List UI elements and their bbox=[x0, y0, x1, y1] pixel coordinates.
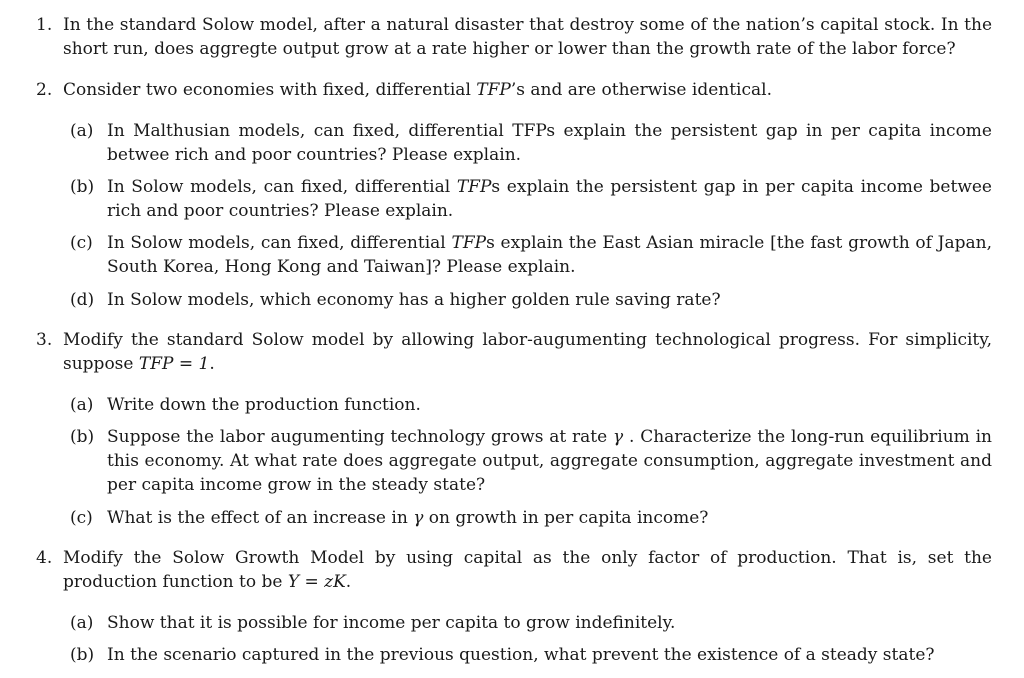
part-text: Suppose the labor augumenting technology grows at rate γ . Characterize the long-run equilibrium in this economy. At what rate does aggregate output, aggregate consumption, aggregate investment and per capita income grow in the steady state? bbox=[107, 427, 992, 495]
question-number: 4. bbox=[36, 548, 53, 568]
part-text: What is the effect of an increase in γ on growth in per capita income? bbox=[107, 508, 709, 528]
question-2-part-c bbox=[70, 231, 992, 279]
part-text: In Malthusian models, can fixed, differential TFPs explain the persistent gap in per capita income betwee rich and poor countries? Please explain. bbox=[107, 121, 992, 165]
math-tfp: TFP bbox=[476, 80, 511, 100]
part-text: Show that it is possible for income per capita to grow indefinitely. bbox=[107, 613, 676, 633]
part-label: (d) bbox=[70, 290, 95, 310]
math-tfp: TFP bbox=[451, 233, 487, 253]
part-text: In Solow models, can fixed, differential TFPs explain the persistent gap in per capita income betwee rich and poor countries? Please explain. bbox=[107, 177, 992, 221]
part-label: (a) bbox=[70, 121, 94, 141]
part-label: (a) bbox=[70, 613, 94, 633]
question-number: 1. bbox=[36, 15, 53, 35]
part-label: (c) bbox=[70, 508, 93, 528]
math-tfp-equals-one: TFP = 1 bbox=[138, 354, 210, 374]
part-label: (c) bbox=[70, 233, 93, 253]
question-3 bbox=[36, 328, 992, 376]
question-number: 2. bbox=[36, 80, 53, 100]
part-label: (b) bbox=[70, 427, 95, 447]
part-text: Write down the production function. bbox=[107, 395, 421, 415]
question-2-part-a bbox=[70, 119, 992, 167]
question-3-part-a bbox=[70, 393, 992, 417]
part-text: In Solow models, can fixed, differential TFPs explain the East Asian miracle [the fast growth of Japan, South Korea, Hong Kong and Taiwan]? Please explain. bbox=[107, 233, 992, 277]
part-label: (b) bbox=[70, 177, 95, 197]
part-text: In the scenario captured in the previous question, what prevent the existence of a steady state? bbox=[107, 645, 935, 665]
question-3-part-b bbox=[70, 425, 992, 497]
question-text: In the standard Solow model, after a natural disaster that destroy some of the nation’s capital stock. In the short run, does aggregte output grow at a rate higher or lower than the growth rate of the labor force? bbox=[63, 15, 992, 59]
part-label: (b) bbox=[70, 645, 95, 665]
math-gamma: γ bbox=[613, 427, 624, 447]
question-text: Consider two economies with fixed, differential TFP’s and are otherwise identical. bbox=[63, 80, 772, 100]
math-production-function: Y = zK bbox=[287, 572, 346, 592]
question-2 bbox=[36, 78, 992, 102]
question-4-part-b bbox=[70, 643, 992, 667]
part-label: (a) bbox=[70, 395, 94, 415]
math-tfp: TFP bbox=[456, 177, 492, 197]
question-text: Modify the Solow Growth Model by using capital as the only factor of production. That is, set the production function to be Y = zK. bbox=[63, 548, 992, 592]
question-1 bbox=[36, 13, 992, 61]
question-text: Modify the standard Solow model by allowing labor-augumenting technological progress. For simplicity, suppose TFP = 1. bbox=[63, 330, 992, 374]
question-2-part-d bbox=[70, 288, 992, 312]
question-3-part-c bbox=[70, 506, 992, 530]
part-text: In Solow models, which economy has a higher golden rule saving rate? bbox=[107, 290, 721, 310]
question-2-part-b bbox=[70, 175, 992, 223]
question-number: 3. bbox=[36, 330, 53, 350]
math-gamma: γ bbox=[413, 508, 424, 528]
question-4 bbox=[36, 546, 992, 594]
question-4-part-a bbox=[70, 611, 992, 635]
